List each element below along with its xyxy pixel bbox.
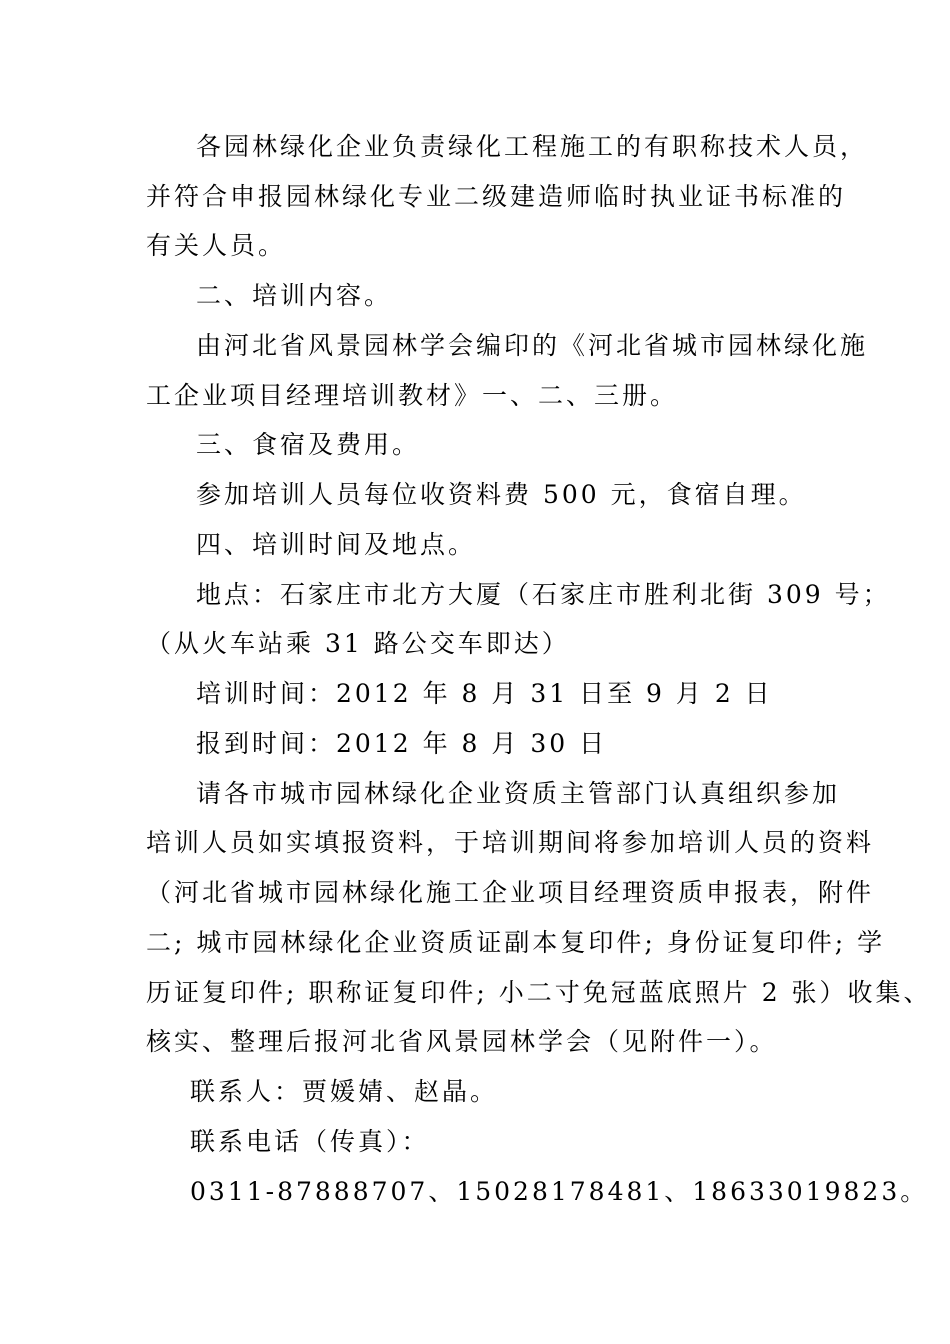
paragraph-fees: 参加培训人员每位收资料费 500 元，食宿自理。 <box>196 480 807 509</box>
paragraph-location: 地点：石家庄市北方大厦（石家庄市胜利北街 309 号； <box>196 580 891 609</box>
paragraph-training-time: 培训时间：2012 年 8 月 31 日至 9 月 2 日 <box>196 679 773 708</box>
section-heading-training-content: 二、培训内容。 <box>196 281 393 310</box>
paragraph-registration-time: 报到时间：2012 年 8 月 30 日 <box>196 729 608 758</box>
section-heading-time-location: 四、培训时间及地点。 <box>196 530 477 559</box>
paragraph-instructions-cont-4: 历证复印件; 职称证复印件; 小二寸免冠蓝底照片 2 张）收集、 <box>146 978 932 1007</box>
paragraph-instructions-cont-2: （河北省城市园林绿化施工企业项目经理资质申报表，附件 <box>146 878 875 907</box>
paragraph-training-materials: 由河北省风景园林学会编印的《河北省城市园林绿化施 <box>196 331 869 360</box>
paragraph-instructions-cont-3: 二; 城市园林绿化企业资质证副本复印件; 身份证复印件; 学 <box>146 928 886 957</box>
section-heading-fees: 三、食宿及费用。 <box>196 430 421 459</box>
contact-phone-label: 联系电话（传真）： <box>190 1127 430 1156</box>
paragraph-eligible-personnel-cont: 并符合申报园林绿化专业二级建造师临时执业证书标准的 <box>146 182 847 211</box>
paragraph-instructions: 请各市城市园林绿化企业资质主管部门认真组织参加 <box>196 779 841 808</box>
paragraph-eligible-personnel-end: 有关人员。 <box>146 231 287 260</box>
paragraph-eligible-personnel: 各园林绿化企业负责绿化工程施工的有职称技术人员， <box>196 132 869 161</box>
paragraph-instructions-cont-1: 培训人员如实填报资料，于培训期间将参加培训人员的资料 <box>146 828 875 857</box>
paragraph-instructions-end: 核实、整理后报河北省风景园林学会（见附件一）。 <box>146 1027 778 1056</box>
contact-persons: 联系人：贾媛婧、赵晶。 <box>190 1077 499 1106</box>
contact-phone-numbers: 0311-87888707、15028178481、18633019823。 <box>190 1177 929 1206</box>
paragraph-location-transit: （从火车站乘 31 路公交车即达） <box>146 629 570 658</box>
paragraph-training-materials-cont: 工企业项目经理培训教材》一、二、三册。 <box>146 381 679 410</box>
